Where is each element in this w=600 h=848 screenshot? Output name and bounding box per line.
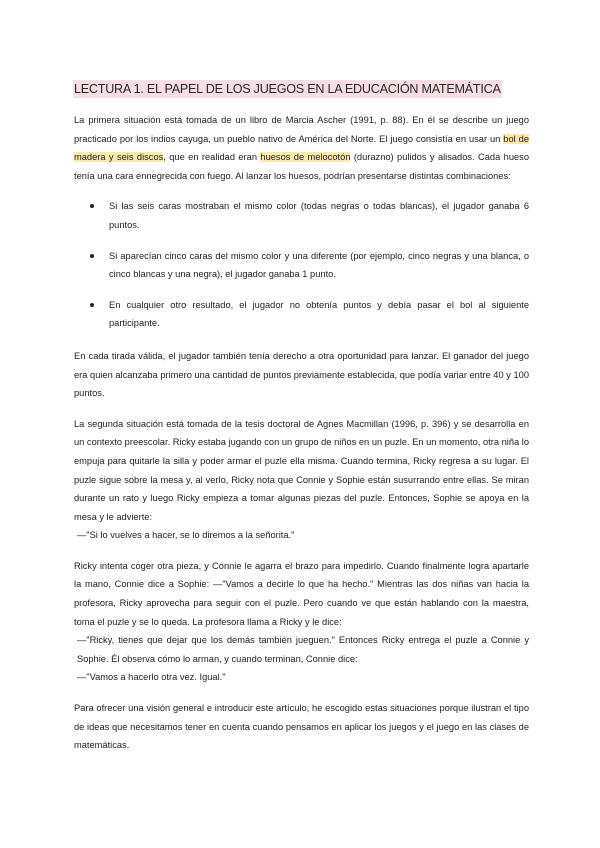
paragraph-1-text-b: , que en realidad eran bbox=[163, 152, 261, 163]
document-body bbox=[74, 111, 529, 767]
highlight-bol-de-madera: bol de madera y seis discos bbox=[74, 133, 529, 163]
dialogue-line: —"Ricky, tienes que dejar que los demás también jueguen." Entonces Ricky entrega el puzle a Connie y Sophie. Él observa cómo lo arman, y cuando terminan, Connie dice: bbox=[77, 635, 529, 664]
paragraph-3 bbox=[74, 415, 529, 545]
paragraph-3-text: La segunda situación está tomada de la tesis doctoral de Agnes Macmillan (1996, p. 396) y se desarrolla en un contexto preescolar. Ricky estaba jugando con un grupo de niños en un puzle. En un momento, otra niña lo empuja para quitarle la silla y poder armar el puzle ella misma. Cuando termina, Ricky regresa a su lugar. El puzle sigue sobre la mesa y, al verlo, Ricky nota que Connie y Sophie están susurrando entre ellas. Se miran durante un rato y luego Ricky empieza a tomar algunas piezas del puzle. Entonces, Sophie se apoya en la mesa y le advierte: bbox=[74, 418, 529, 522]
list-item: Si aparecían cinco caras del mismo color y una diferente (por ejemplo, cinco negras y una blanca, o cinco blancas y una negra), el jugador ganaba 1 punto. bbox=[74, 247, 529, 284]
list-item: En cualquier otro resultado, el jugador no obtenía puntos y debía pasar el bol al siguiente participante. bbox=[74, 296, 529, 333]
dialogue-line: —"Vamos a hacerlo otra vez. Igual." bbox=[77, 672, 226, 683]
paragraph-1-text-c: (durazno) pulidos y alisados. Cada hueso tenía una cara ennegrecida con fuego. Al lanzar los huesos, podrían presentarse distintas combinaciones: bbox=[74, 152, 529, 181]
paragraph-4-text: Ricky intenta coger otra pieza, y Connie le agarra el brazo para impedirlo. Cuando finalmente logra apartarle la mano, Connie dice a Sophie: —"Vamos a decirle lo que ha hecho." Mientras las dos niñas van hacia la profesora, Ricky aprovecha para seguir con el puzle. Pero cuando ve que están hablando con la maestra, toma el puzle y se lo queda. La profesora llama a Ricky y le dice: bbox=[74, 560, 529, 627]
combinations-list bbox=[74, 197, 529, 333]
highlight-huesos-de-melocoton: huesos de melocotón bbox=[260, 152, 351, 163]
list-item: Si las seis caras mostraban el mismo color (todas negras o todas blancas), el jugador ganaba 6 puntos. bbox=[74, 197, 529, 234]
paragraph-1-text-a: La primera situación está tomada de un libro de Marcia Ascher (1991, p. 88). En él se describe un juego practicado por los indios cayuga, un pueblo nativo de América del Norte. El juego consistía en usar un bbox=[74, 115, 529, 144]
paragraph-5: Para ofrecer una visión general e introducir este artículo, he escogido estas situaciones porque ilustran el tipo de ideas que necesitamos tener en cuenta cuando pensamos en aplicar los juegos y el juego en las clases de matemáticas. bbox=[74, 703, 529, 751]
paragraph-4 bbox=[74, 557, 529, 687]
dialogue-line: —"Si lo vuelves a hacer, se lo diremos a la señorita." bbox=[77, 530, 295, 541]
paragraph-1 bbox=[74, 111, 529, 185]
page-title: LECTURA 1. EL PAPEL DE LOS JUEGOS EN LA EDUCACIÓN MATEMÁTICA bbox=[74, 82, 501, 96]
paragraph-2: En cada tirada válida, el jugador también tenía derecho a otra oportunidad para lanzar. El ganador del juego era quien alcanzaba primero una cantidad de puntos previamente establecida, que podía variar entre 40 y 100 puntos. bbox=[74, 350, 529, 399]
